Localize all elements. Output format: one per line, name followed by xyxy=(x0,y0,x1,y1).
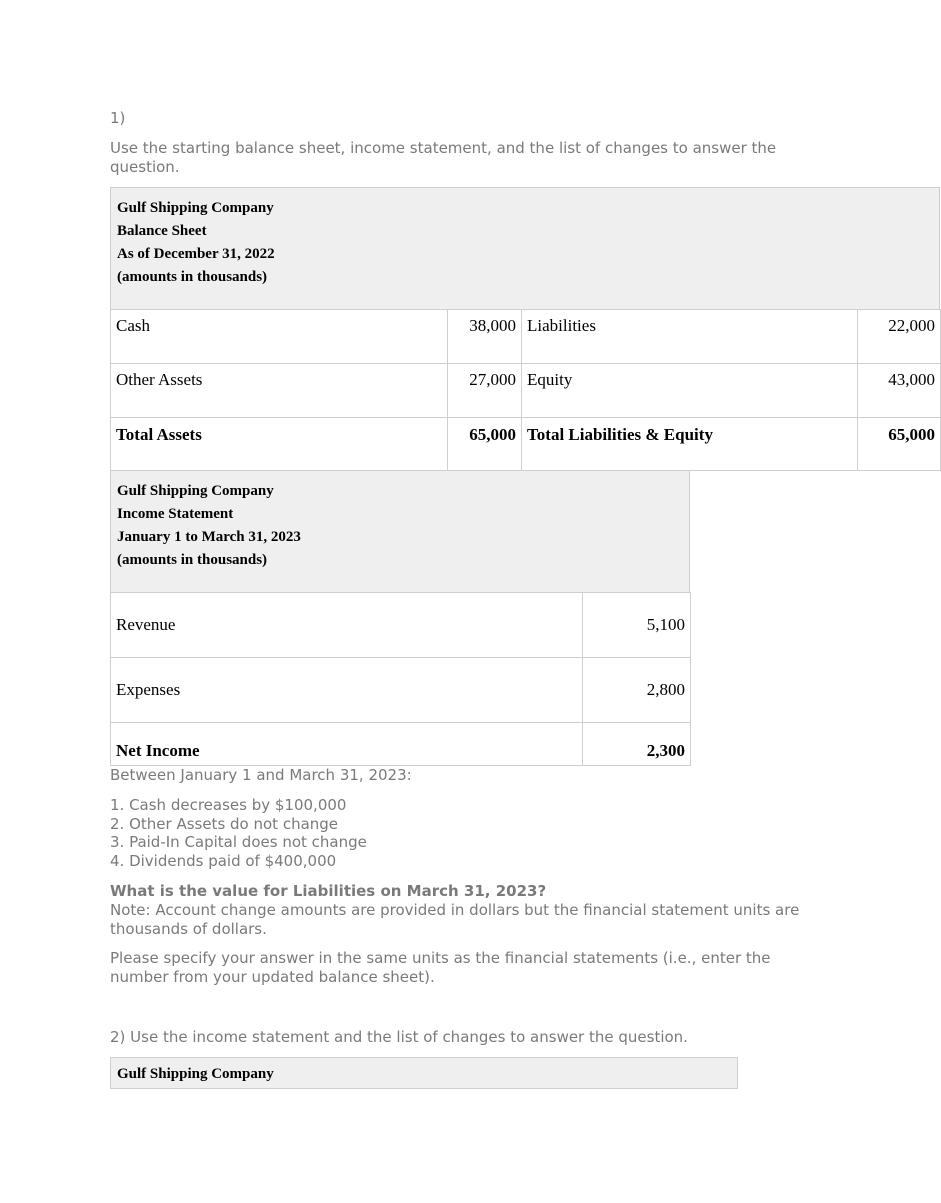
statement-units: (amounts in thousands) xyxy=(117,552,268,568)
row-value: 43,000 xyxy=(858,364,941,418)
total-label: Net Income xyxy=(111,723,583,766)
answer-instruction: Please specify your answer in the same units as the financial statements (i.e., enter the number from your updated balance sheet). xyxy=(110,949,771,986)
total-row xyxy=(111,418,941,471)
row-label: Equity xyxy=(522,364,858,418)
table-row xyxy=(111,364,941,418)
question-1-intro: Use the starting balance sheet, income statement, and the list of changes to answer the question. xyxy=(110,139,777,176)
statement-period: January 1 to March 31, 2023 xyxy=(117,529,301,545)
statement-date: As of December 31, 2022 xyxy=(117,246,275,262)
question-2-intro: 2) Use the income statement and the list of changes to answer the question. xyxy=(110,1028,688,1046)
balance-sheet-table xyxy=(110,309,941,471)
question-note: Note: Account change amounts are provided in dollars but the financial statement units are thousands of dollars. xyxy=(110,901,800,938)
statement-units: (amounts in thousands) xyxy=(117,269,268,285)
question-text: What is the value for Liabilities on March 31, 2023? xyxy=(110,882,547,900)
total-label: Total Liabilities & Equity xyxy=(522,418,858,471)
total-value: 65,000 xyxy=(858,418,941,471)
row-label: Liabilities xyxy=(522,310,858,364)
row-label: Other Assets xyxy=(111,364,448,418)
income-statement-table xyxy=(110,592,691,766)
table-row xyxy=(111,310,941,364)
total-value: 2,300 xyxy=(583,723,691,766)
changes-list xyxy=(110,796,367,870)
list-item: 2. Other Assets do not change xyxy=(110,814,339,833)
row-label: Expenses xyxy=(111,658,583,723)
total-row xyxy=(111,723,691,766)
row-value: 2,800 xyxy=(583,658,691,723)
row-value: 38,000 xyxy=(448,310,522,364)
statement-title: Balance Sheet xyxy=(117,223,207,239)
row-value: 22,000 xyxy=(858,310,941,364)
row-label: Cash xyxy=(111,310,448,364)
company-name: Gulf Shipping Company xyxy=(117,483,274,499)
total-label: Total Assets xyxy=(111,418,448,471)
list-item: 3. Paid-In Capital does not change xyxy=(110,833,367,851)
changes-intro: Between January 1 and March 31, 2023: xyxy=(110,766,412,784)
company-name: Gulf Shipping Company xyxy=(117,1066,274,1082)
company-name: Gulf Shipping Company xyxy=(117,200,274,216)
row-label: Revenue xyxy=(111,593,583,658)
question-2-table-header xyxy=(110,1057,738,1089)
list-item: 1. Cash decreases by $100,000 xyxy=(110,796,347,814)
table-row xyxy=(111,658,691,723)
row-value: 27,000 xyxy=(448,364,522,418)
total-value: 65,000 xyxy=(448,418,522,471)
balance-sheet-header xyxy=(110,187,940,310)
list-item: 4. Dividends paid of $400,000 xyxy=(110,851,337,870)
table-row xyxy=(111,593,691,658)
row-value: 5,100 xyxy=(583,593,691,658)
income-statement-header xyxy=(110,470,690,593)
statement-title: Income Statement xyxy=(117,506,234,522)
question-1-number: 1) xyxy=(110,109,126,127)
